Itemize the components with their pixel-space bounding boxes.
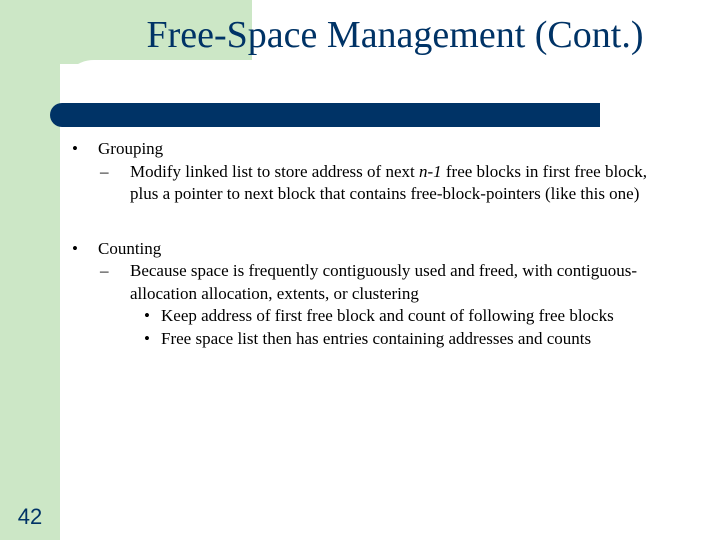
slide-content (72, 138, 672, 350)
bullet-dot: • (144, 328, 150, 348)
subsub-text: Keep address of first free block and count of following free blocks (161, 306, 614, 325)
subsub-bullet-1 (130, 305, 672, 328)
sub-bullet-counting (98, 260, 672, 305)
bullet-counting (72, 238, 672, 261)
subsub-bullet-2 (130, 328, 672, 351)
bullet-grouping (72, 138, 672, 161)
bullet-dot: • (144, 306, 150, 325)
sub-text-pre: Modify linked list to store address of next (130, 161, 419, 181)
slide-title: Free-Space Management (Cont.) (146, 14, 644, 56)
sub-bullet-grouping (98, 161, 672, 206)
bullet-label: Grouping (98, 139, 164, 158)
sub-text-post: free blocks in first free block, plus a pointer to next block that contains free-block-pointers (like this one) (130, 161, 647, 203)
left-accent-band (0, 0, 60, 540)
subsub-text: Free space list then has entries containing addresses and counts (161, 328, 592, 348)
sub-text-emphasis: n-1 (418, 161, 442, 181)
dash-marker: – (100, 161, 109, 181)
sub-text: Because space is frequently contiguously used and freed, with contiguous-allocation allocation, extents, or clustering (130, 261, 638, 303)
slide-number: 42 (17, 504, 43, 529)
bullet-dot: • (72, 238, 78, 258)
dash-marker: – (100, 261, 109, 280)
title-underline-bar (50, 103, 600, 127)
bullet-label: Counting (98, 238, 162, 258)
bullet-dot: • (72, 139, 78, 158)
